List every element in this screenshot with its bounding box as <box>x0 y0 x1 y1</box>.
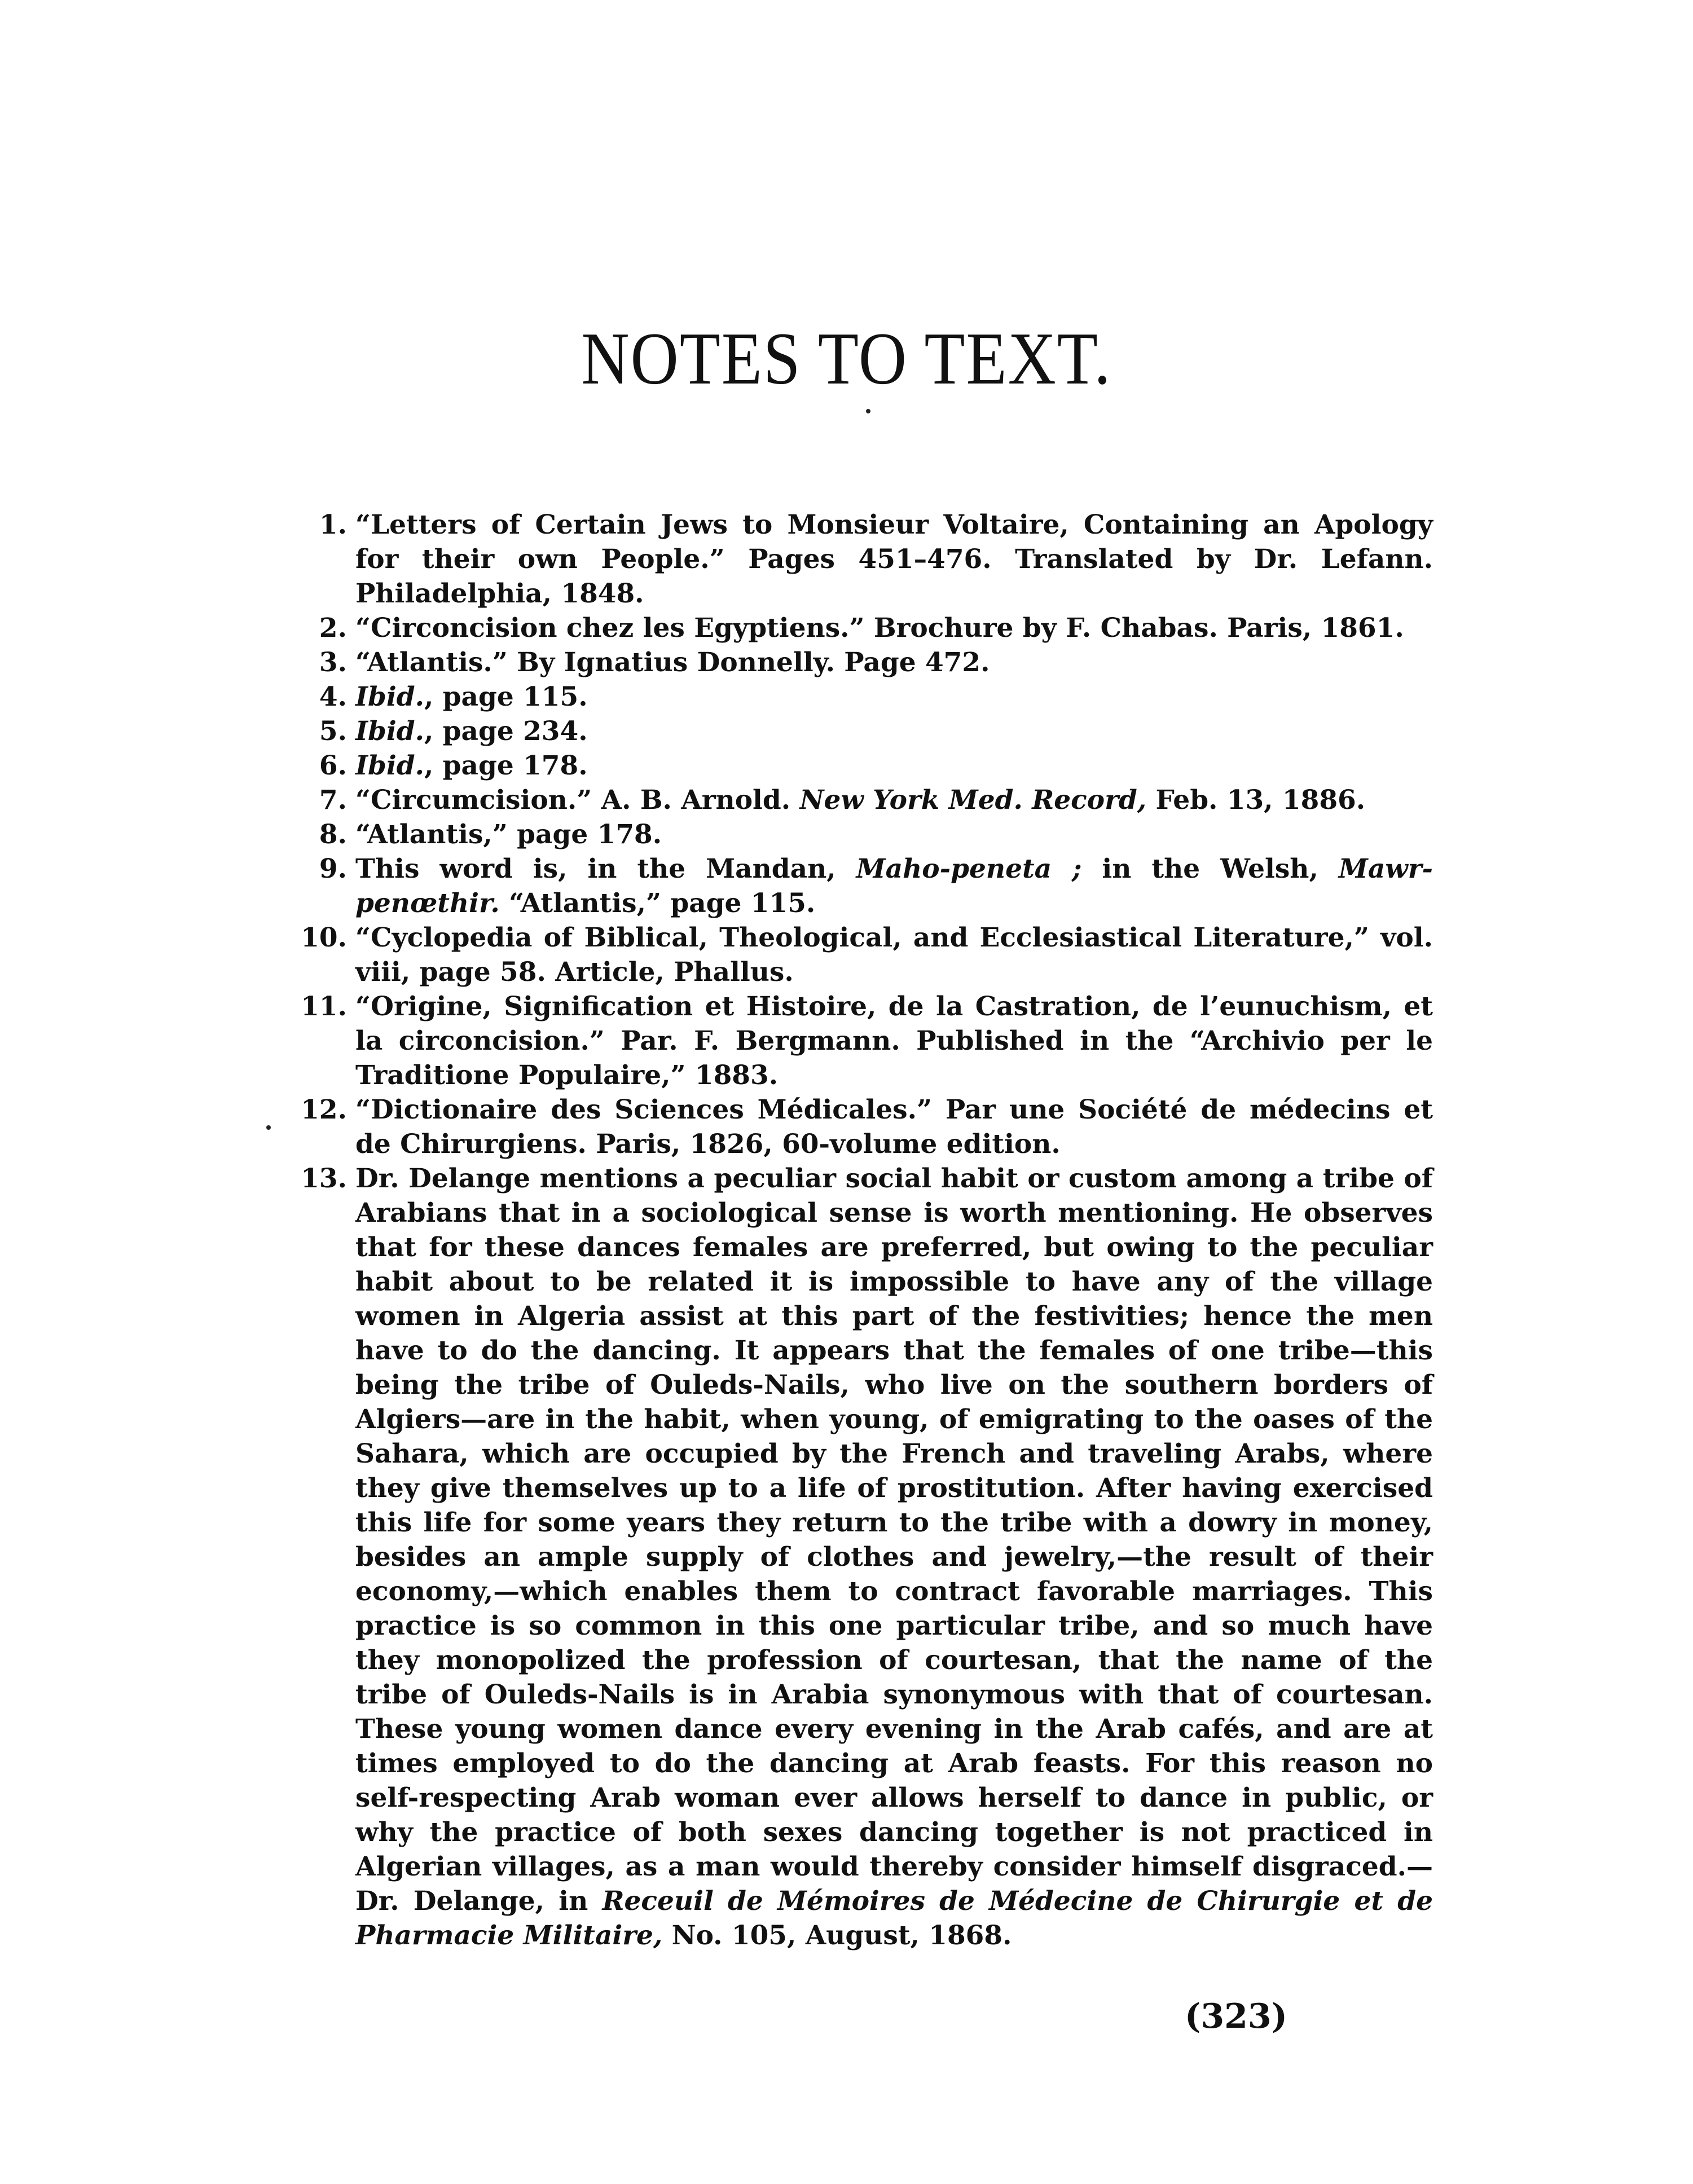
note-rest: , page 115. <box>424 681 588 712</box>
note-number: 13. <box>301 1163 347 1194</box>
note-number: 8. <box>319 819 347 850</box>
note-rest: No. 105, August, 1868. <box>662 1920 1012 1951</box>
note-text <box>355 750 588 781</box>
note-rest: “Atlantis,” page 115. <box>499 888 816 919</box>
note-item <box>293 611 1433 645</box>
note-item <box>293 1161 1433 1953</box>
note-item <box>293 921 1433 989</box>
note-text <box>355 681 588 712</box>
note-number: 11. <box>301 991 347 1022</box>
note-number: 7. <box>319 785 347 816</box>
note-italic: Maho-peneta ; <box>856 853 1082 884</box>
note-item <box>293 645 1433 680</box>
note-italic: Ibid. <box>355 681 424 712</box>
note-italic: Ibid. <box>355 716 424 747</box>
note-number: 12. <box>301 1094 347 1125</box>
note-text <box>355 853 1433 919</box>
note-rest: Feb. 13, 1886. <box>1146 785 1366 816</box>
note-rest: , page 178. <box>424 750 588 781</box>
note-italic: New York Med. Record, <box>799 785 1147 816</box>
note-item <box>293 508 1433 611</box>
note-pre: “Circumcision.” A. B. Arnold. <box>355 785 800 816</box>
note-number: 4. <box>319 681 347 712</box>
note-text: “Atlantis,” page 178. <box>355 819 662 850</box>
notes-list <box>293 508 1433 1953</box>
page-title: NOTES TO TEXT. <box>581 317 1112 400</box>
note-rest: , page 234. <box>424 716 588 747</box>
note-number: 2. <box>319 613 347 644</box>
note-item <box>293 783 1433 817</box>
ink-speck <box>866 409 870 413</box>
note-pre: Dr. Delange mentions a peculiar social habit or custom among a tribe of Arabians that in a sociological sense is worth mentioning. He observes that for these dances females are preferred, but owing to the peculiar habit about to be related it is impossible to have any of the village women in Algeria assist at this part of the festivities; hence the men have to do the dancing. It appears that the females of one tribe—this being the tribe of Ouleds-Nails, who live on the southern borders of Algiers—are in the habit, when young, of emigrating to the oases of the Sahara, which are occupied by the French and traveling Arabs, where they give themselves up to a life of prostitution. After having exercised this life for some years they return to the tribe with a dowry in money, besides an ample supply of clothes and jewelry,—the result of their economy,—which enables them to contract favorable marriages. This practice is so common in this one particular tribe, and so much have they monopolized the profession of courtesan, that the name of the tribe of Ouleds-Nails is in Arabia synonymous with that of courtesan. These young women dance every evening in the Arab cafés, and are at times employed to do the dancing at Arab feasts. For this reason no self-respecting Arab woman ever allows herself to dance in public, or why the practice of both sexes dancing together is not practiced in Algerian villages, as a man would thereby consider himself disgraced.—Dr. Delange, in <box>355 1163 1433 1917</box>
note-text <box>355 785 1365 816</box>
note-number: 9. <box>319 853 347 884</box>
note-number: 6. <box>319 750 347 781</box>
note-pre: This word is, in the Mandan, <box>355 853 856 884</box>
note-italic: Receuil de Mémoires de Médecine de Chirurgie et de Pharmacie Militaire, <box>355 1886 1433 1951</box>
note-text <box>355 716 588 747</box>
note-item <box>293 680 1433 714</box>
ink-speck <box>266 1125 271 1130</box>
note-number: 10. <box>301 922 347 953</box>
note-item <box>293 714 1433 748</box>
note-italic-2: Mawr-penœthir. <box>355 853 1433 919</box>
note-text <box>355 1163 1433 1951</box>
note-text: “Dictionaire des Sciences Médicales.” Par une Société de médecins et de Chirurgiens. Paris, 1826, 60-volume edition. <box>355 1094 1433 1160</box>
note-text: “Origine, Signification et Histoire, de la Castration, de l’eunuchism, et la circoncision.” Par. F. Bergmann. Published in the “Archivio per le Traditione Populaire,” 1883. <box>355 991 1433 1091</box>
note-mid: in the Welsh, <box>1081 853 1339 884</box>
note-item <box>293 817 1433 852</box>
note-text: “Atlantis.” By Ignatius Donnelly. Page 472. <box>355 647 990 678</box>
note-number: 1. <box>319 509 347 540</box>
note-text: “Cyclopedia of Biblical, Theological, and Ecclesiastical Literature,” vol. viii, page 58. Article, Phallus. <box>355 922 1433 988</box>
note-item <box>293 1093 1433 1161</box>
note-number: 3. <box>319 647 347 678</box>
note-italic: Ibid. <box>355 750 424 781</box>
note-number: 5. <box>319 716 347 747</box>
note-item <box>293 748 1433 783</box>
page-number: (323) <box>1185 1997 1288 2036</box>
note-text: “Letters of Certain Jews to Monsieur Voltaire, Containing an Apology for their own People.” Pages 451–476. Translated by Dr. Lefann. Philadelphia, 1848. <box>355 509 1433 609</box>
note-item <box>293 989 1433 1093</box>
note-text: “Circoncision chez les Egyptiens.” Brochure by F. Chabas. Paris, 1861. <box>355 613 1404 644</box>
note-item <box>293 852 1433 921</box>
